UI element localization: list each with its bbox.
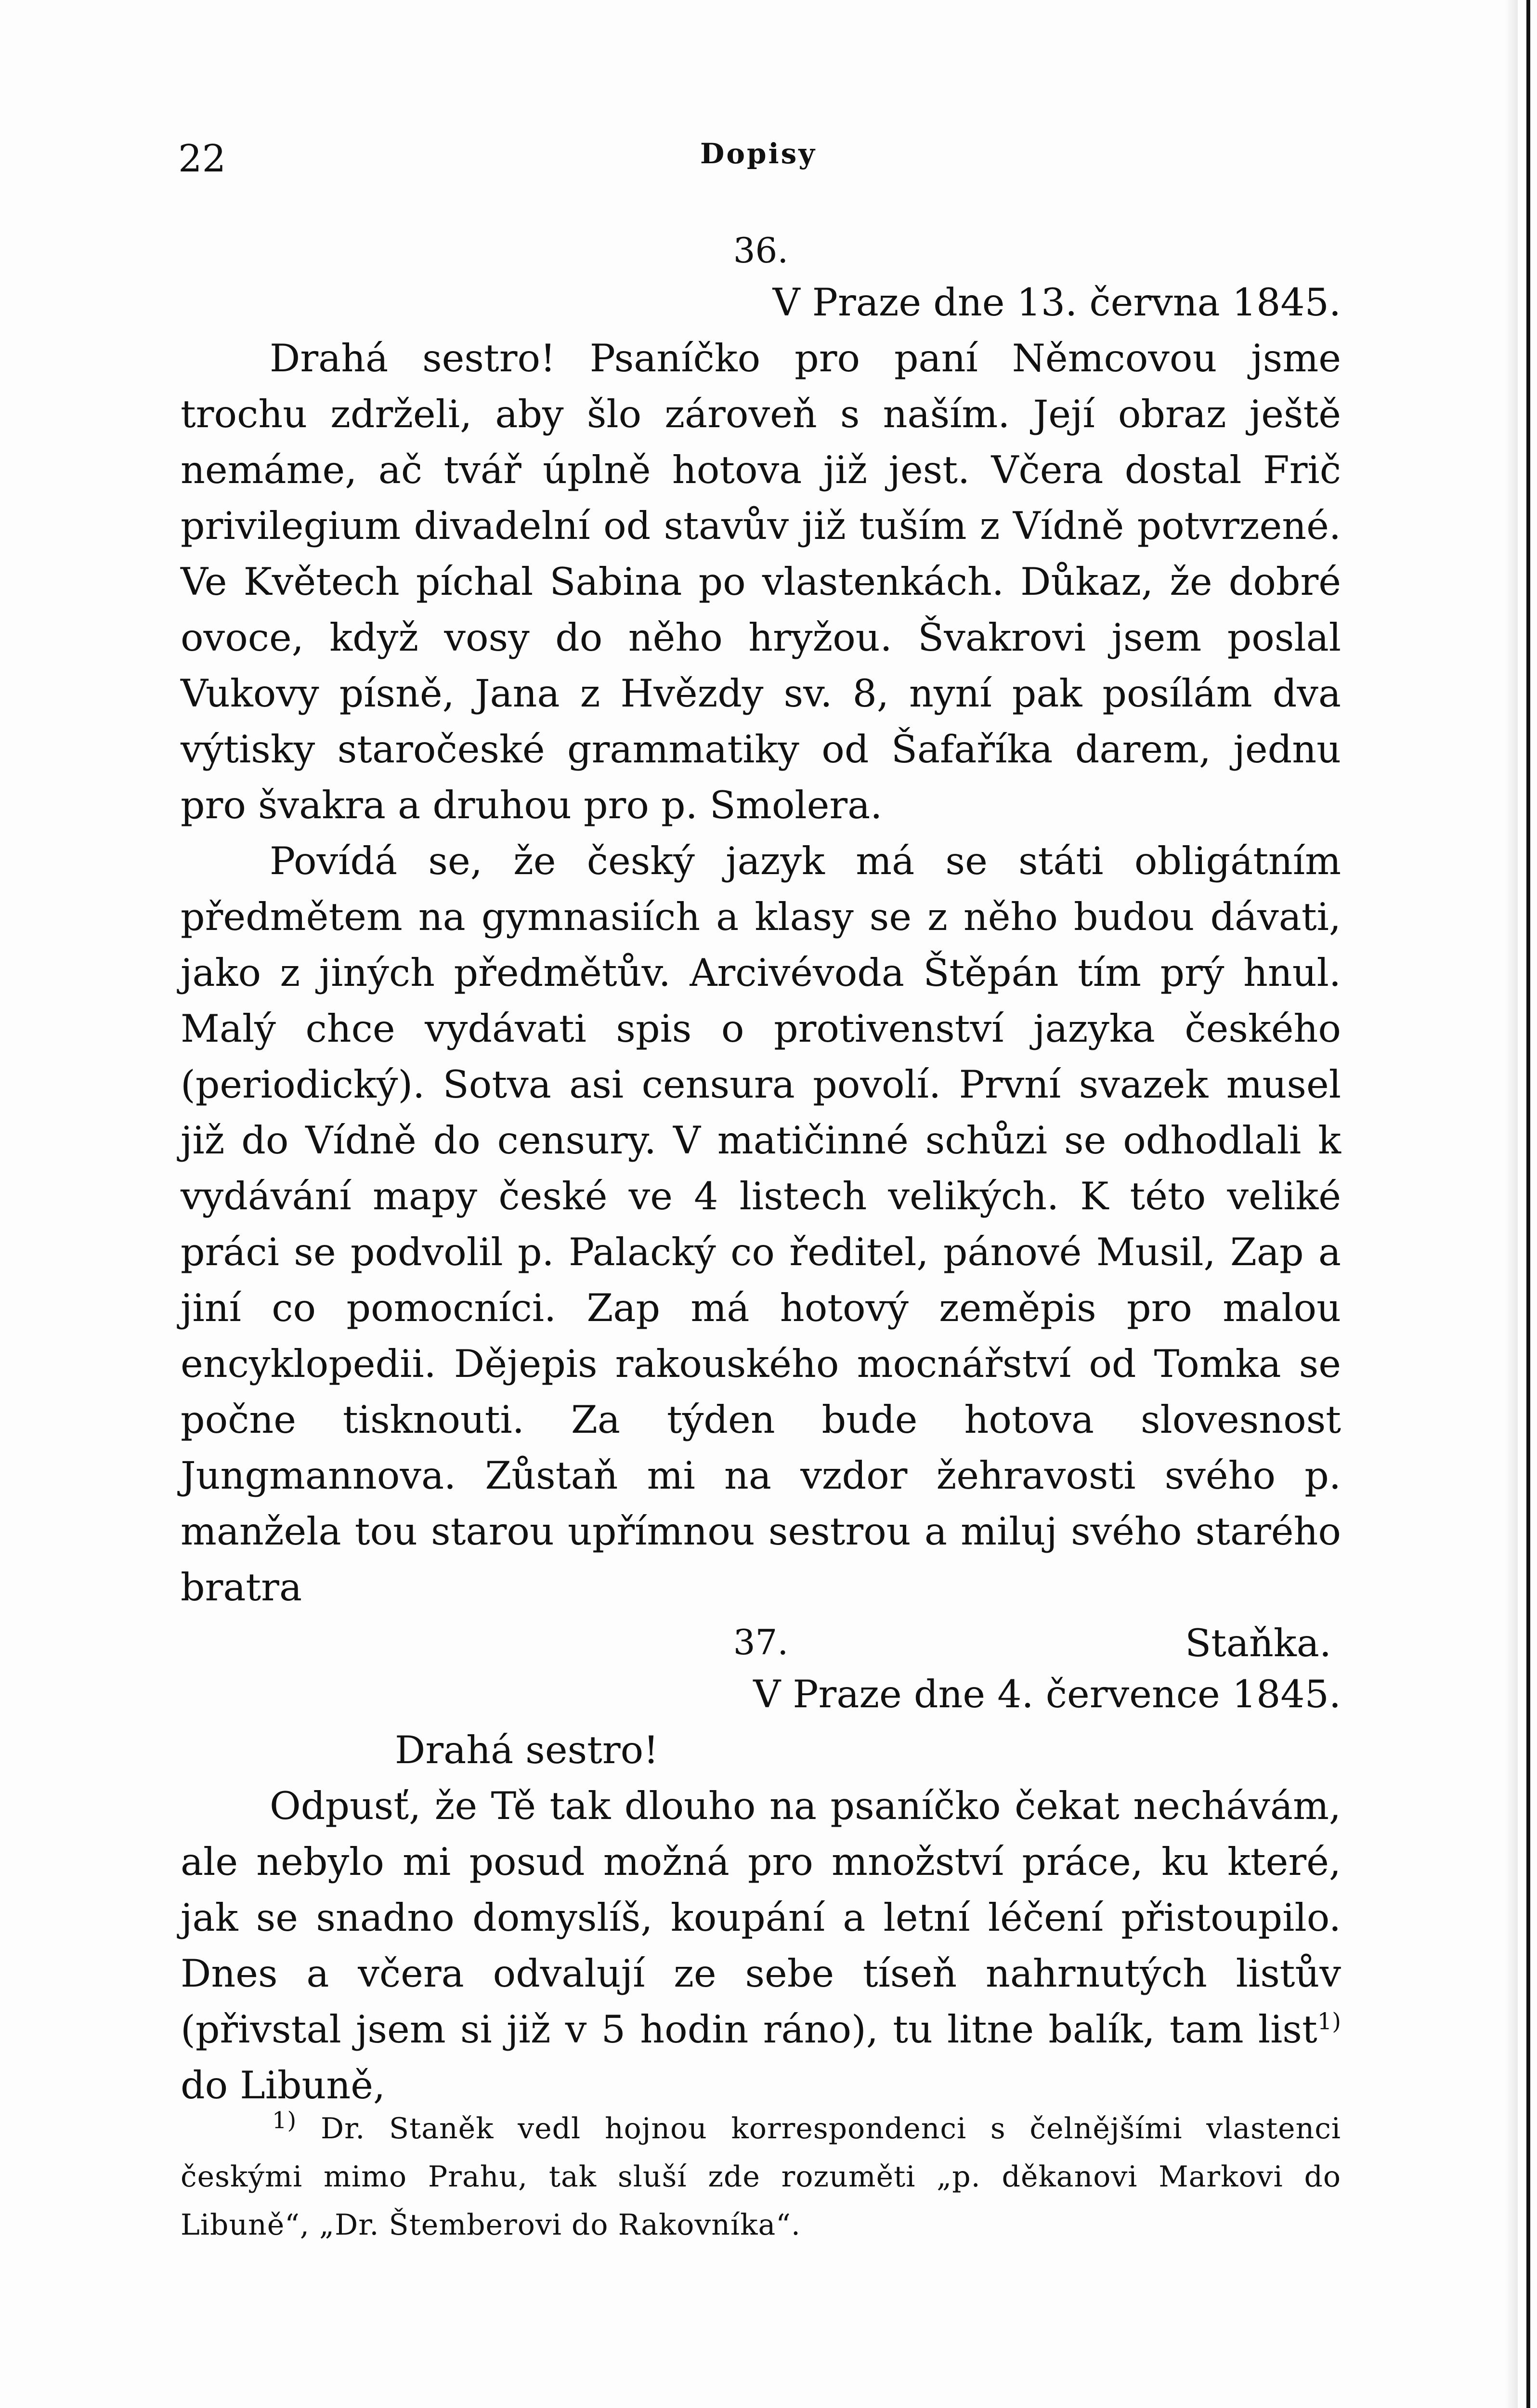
- letter-37: [181, 1618, 1341, 2113]
- letter-paragraph: Drahá sestro! Psaníčko pro paní Němcovou jsme trochu zdrželi, aby šlo zároveň s naším. Její obraz ještě nemáme, ač tvář úplně hotova již jest. Včera dostal Frič privilegium divadelní od stavův již tuším z Vídně potvrzené. Ve Květech píchal Sabina po vlastenkách. Důkaz, že dobré ovoce, když vosy do něho hryžou. Švakrovi jsem poslal Vukovy písně, Jana z Hvězdy sv. 8, nyní pak posílám dva výtisky staročeské grammatiky od Šafaříka darem, jednu pro švakra a druhou pro p. Smolera.: [181, 336, 1341, 827]
- letter-paragraph-end: do Libuně,: [181, 2063, 386, 2107]
- page-edge-shadow: [1503, 0, 1518, 2408]
- footnote-text: Dr. Staněk vedl hojnou korrespondenci s čelnějšími vlastenci českými mimo Prahu, tak sluší zde rozuměti „p. děkanovi Markovi do Libuně“, „Dr. Štemberovi do Rakovníka“.: [181, 2112, 1341, 2242]
- letter-date: V Praze dne 4. července 1845.: [753, 1672, 1341, 1716]
- letter-paragraph: [181, 1778, 1341, 2113]
- letter-paragraph-text: Odpusť, že Tě tak dlouho na psaníčko čekat nechávám, ale nebylo mi posud možná pro množství práce, ku které, jak se snadno domyslíš, koupání a letní léčení přistoupilo. Dnes a včera odvalují ze sebe tíseň nahrnutých listův (přivstal jsem si již v 5 hodin ráno), tu litne balík, tam list: [181, 1784, 1341, 2052]
- page-number: 22: [178, 137, 226, 181]
- page-header: [178, 137, 1339, 185]
- footnote-reference[interactable]: 1): [1317, 2008, 1341, 2035]
- running-head: Dopisy: [700, 137, 817, 170]
- letter-number: 36.: [733, 230, 789, 271]
- letter-signature: Staňka.: [1185, 1621, 1331, 1665]
- letter-number: 37.: [733, 1622, 789, 1662]
- letter-salutation: Drahá sestro!: [395, 1728, 659, 1772]
- letter-date: V Praze dne 13. června 1845.: [772, 280, 1341, 325]
- footnote-mark: 1): [272, 2107, 297, 2134]
- footnote: [181, 2105, 1341, 2249]
- letter-paragraph: Povídá se, že český jazyk má se státi obligátním předmětem na gymnasiích a klasy se z něho budou dávati, jako z jiných předmětův. Arcivévoda Štěpán tím prý hnul. Malý chce vydávati spis o protivenství jazyka českého (periodický). Sotva asi censura povolí. První svazek musel již do Vídně do censury. V matičinné schůzi se odhodlali k vydávání mapy české ve 4 listech velikých. K této veliké práci se podvolil p. Palacký co ředitel, pánové Musil, Zap a jiní co pomocníci. Zap má hotový zeměpis pro malou encyklopedii. Dějepis rakouského mocnářství od Tomka se počne tisknouti. Za týden bude hotova slovesnost Jungmannova. Zůstaň mi na vzdor žehravosti svého p. manžela tou starou upřímnou sestrou a miluj svého starého bratra: [181, 839, 1341, 1610]
- page-edge-line: [1526, 0, 1530, 2408]
- letter-36: [181, 226, 1341, 1671]
